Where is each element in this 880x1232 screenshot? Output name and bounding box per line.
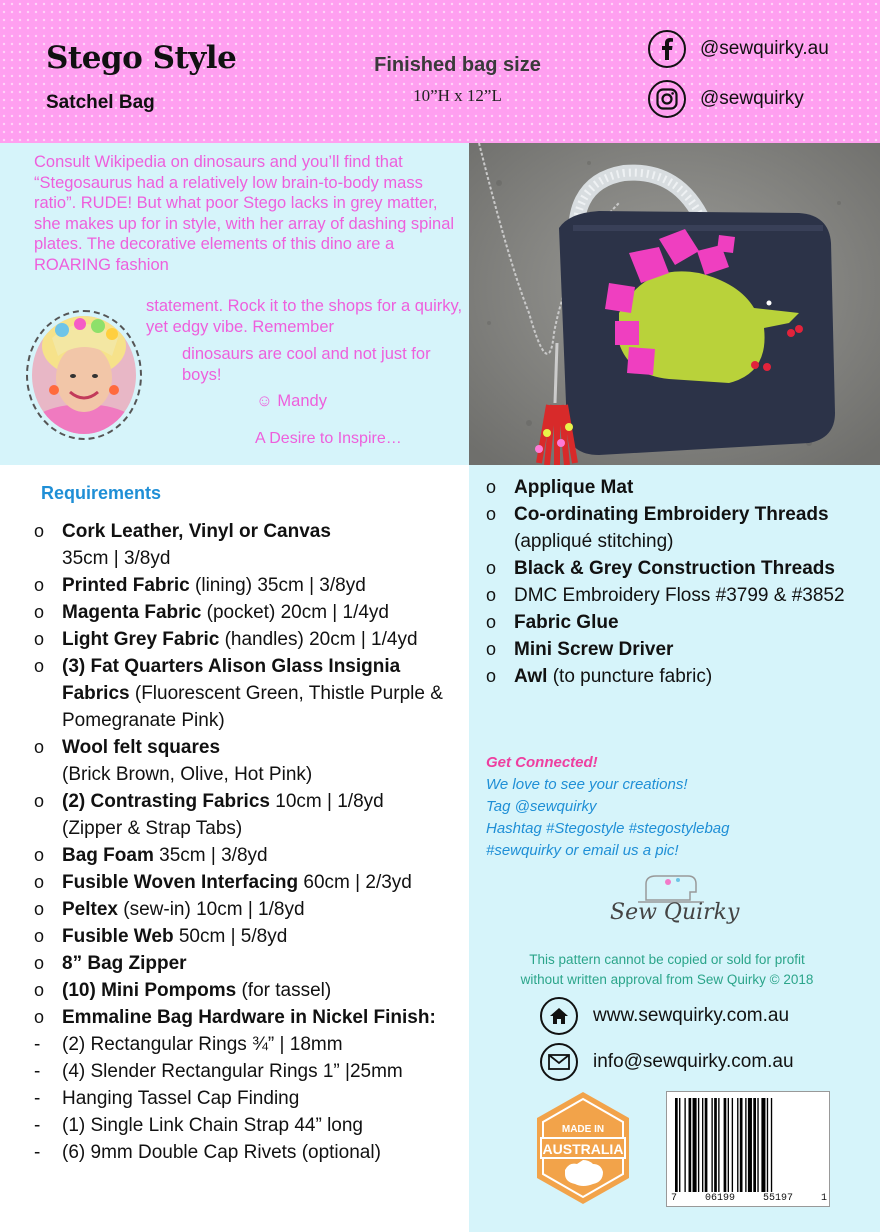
page-subtitle: Satchel Bag (46, 92, 155, 113)
connect-line: We love to see your creations! (486, 776, 688, 793)
email-link[interactable] (540, 1043, 794, 1081)
list-item: o Co-ordinating Embroidery Threads (appliqué stitching) (486, 504, 829, 552)
list-item: o Fusible Woven Interfacing 60cm | 2/3yd (34, 872, 412, 893)
facebook-icon (648, 30, 686, 68)
list-item: o Magenta Fabric (pocket) 20cm | 1/4yd (34, 602, 389, 623)
list-item: o Light Grey Fabric (handles) 20cm | 1/4yd (34, 629, 418, 650)
svg-text:AUSTRALIA: AUSTRALIA (542, 1141, 624, 1157)
list-item: o Black & Grey Construction Threads (486, 558, 835, 579)
brand-name: Sew Quirky (610, 900, 740, 925)
barcode-bar (737, 1098, 738, 1192)
list-item: o Fabric Glue (486, 612, 619, 633)
website-url: www.sewquirky.com.au (593, 1005, 790, 1026)
requirements-title: Requirements (41, 483, 162, 503)
bag-photo (469, 143, 880, 465)
list-item: o Cork Leather, Vinyl or Canvas 35cm | 3/8yd (34, 521, 331, 569)
list-item: o Wool felt squares (Brick Brown, Olive, Hot Pink) (34, 737, 313, 785)
barcode-bar (675, 1098, 678, 1192)
website-link[interactable] (540, 997, 789, 1035)
mail-icon (540, 1043, 578, 1081)
barcode-bar (740, 1098, 743, 1192)
bag-size-label: Finished bag size (374, 54, 541, 76)
list-item: o Awl (to puncture fabric) (486, 666, 713, 687)
connect-heading: Get Connected! (486, 754, 598, 771)
barcode-bar (724, 1098, 727, 1192)
intro-paragraph: Consult Wikipedia on dinosaurs and you’ll find that “Stegosaurus had a relatively low brain-to-body mass ratio”. RUDE! But what poor Stego lacks in grey matter, she makes up for in style, with her array of dashing spinal plates. The decorative elements of this dino are a ROARING fashion (34, 153, 455, 274)
hardware-item: - Hanging Tassel Cap Finding (34, 1088, 300, 1109)
barcode-bar (767, 1098, 768, 1192)
hardware-item: - (2) Rectangular Rings ¾” | 18mm (34, 1034, 343, 1055)
author-avatar (26, 310, 142, 440)
barcode-bar (702, 1098, 703, 1192)
list-item: o Applique Mat (486, 477, 634, 498)
barcode-bar (718, 1098, 719, 1192)
barcode-bar (732, 1098, 733, 1192)
hardware-item: - (6) 9mm Double Cap Rivets (optional) (34, 1142, 381, 1163)
hardware-item: - (1) Single Link Chain Strap 44” long (34, 1115, 364, 1136)
list-item: o 8” Bag Zipper (34, 953, 187, 974)
email-address: info@sewquirky.com.au (593, 1051, 794, 1072)
list-item: o Mini Screw Driver (486, 639, 674, 660)
supplies-list (486, 474, 871, 690)
list-item: o (3) Fat Quarters Alison Glass Insignia Fabrics (Fluorescent Green, Thistle Purple & Pomegranate Pink) (34, 656, 443, 731)
barcode-bar (761, 1098, 765, 1192)
requirements-list (34, 518, 464, 1166)
facebook-handle: @sewquirky.au (700, 38, 829, 59)
list-item: o Peltex (sew-in) 10cm | 1/8yd (34, 899, 305, 920)
barcode-bar (745, 1098, 746, 1192)
list-item: o Bag Foam 35cm | 3/8yd (34, 845, 268, 866)
list-item: o (2) Contrasting Fabrics 10cm | 1/8yd (Zipper & Strap Tabs) (34, 791, 384, 839)
svg-text:MADE IN: MADE IN (561, 1124, 605, 1135)
barcode (666, 1091, 830, 1207)
barcode-bar (689, 1098, 692, 1192)
page-title: Stego Style (46, 40, 237, 76)
barcode-bar (705, 1098, 708, 1192)
barcode-bar (748, 1098, 752, 1192)
barcode-bar (771, 1098, 772, 1192)
barcode-bar (728, 1098, 729, 1192)
list-item: o Emmaline Bag Hardware in Nickel Finish: (34, 1007, 436, 1028)
list-item: o DMC Embroidery Floss #3799 & #3852 (486, 585, 845, 606)
barcode-digits: 7 06199 55197 1 (671, 1193, 827, 1204)
intro-paragraph: dinosaurs are cool and not just for boys! (182, 345, 431, 384)
list-item: o (10) Mini Pompoms (for tassel) (34, 980, 332, 1001)
home-icon (540, 997, 578, 1035)
barcode-bar (693, 1098, 697, 1192)
connect-line: Hashtag #Stegostyle #stegostylebag (486, 820, 730, 837)
barcode-bar (711, 1098, 712, 1192)
copyright-notice: This pattern cannot be copied or sold for profit without written approval from Sew Quirky © 2018 (520, 952, 814, 987)
barcode-bar (753, 1098, 756, 1192)
connect-line: Tag @sewquirky (486, 798, 597, 815)
barcode-bar (757, 1098, 758, 1192)
barcode-bar (679, 1098, 680, 1192)
barcode-bar (714, 1098, 717, 1192)
instagram-link[interactable] (648, 80, 804, 118)
connect-line: #sewquirky or email us a pic! (486, 842, 679, 859)
list-item: o Printed Fabric (lining) 35cm | 3/8yd (34, 575, 366, 596)
facebook-link[interactable] (648, 30, 829, 68)
hardware-item: - (4) Slender Rectangular Rings 1” |25mm (34, 1061, 403, 1082)
get-connected (486, 752, 730, 862)
author-signoff: ☺ Mandy (256, 392, 327, 410)
list-item: o Fusible Web 50cm | 5/8yd (34, 926, 288, 947)
tagline: A Desire to Inspire… (255, 430, 402, 447)
intro-paragraph: statement. Rock it to the shops for a quirky, yet edgy vibe. Remember (146, 297, 463, 336)
instagram-icon (648, 80, 686, 118)
instagram-handle: @sewquirky (700, 88, 804, 109)
made-in-australia-badge (533, 1090, 633, 1206)
barcode-bar (698, 1098, 699, 1192)
barcode-bar (684, 1098, 685, 1192)
bag-size-value: 10”H x 12”L (413, 86, 502, 105)
